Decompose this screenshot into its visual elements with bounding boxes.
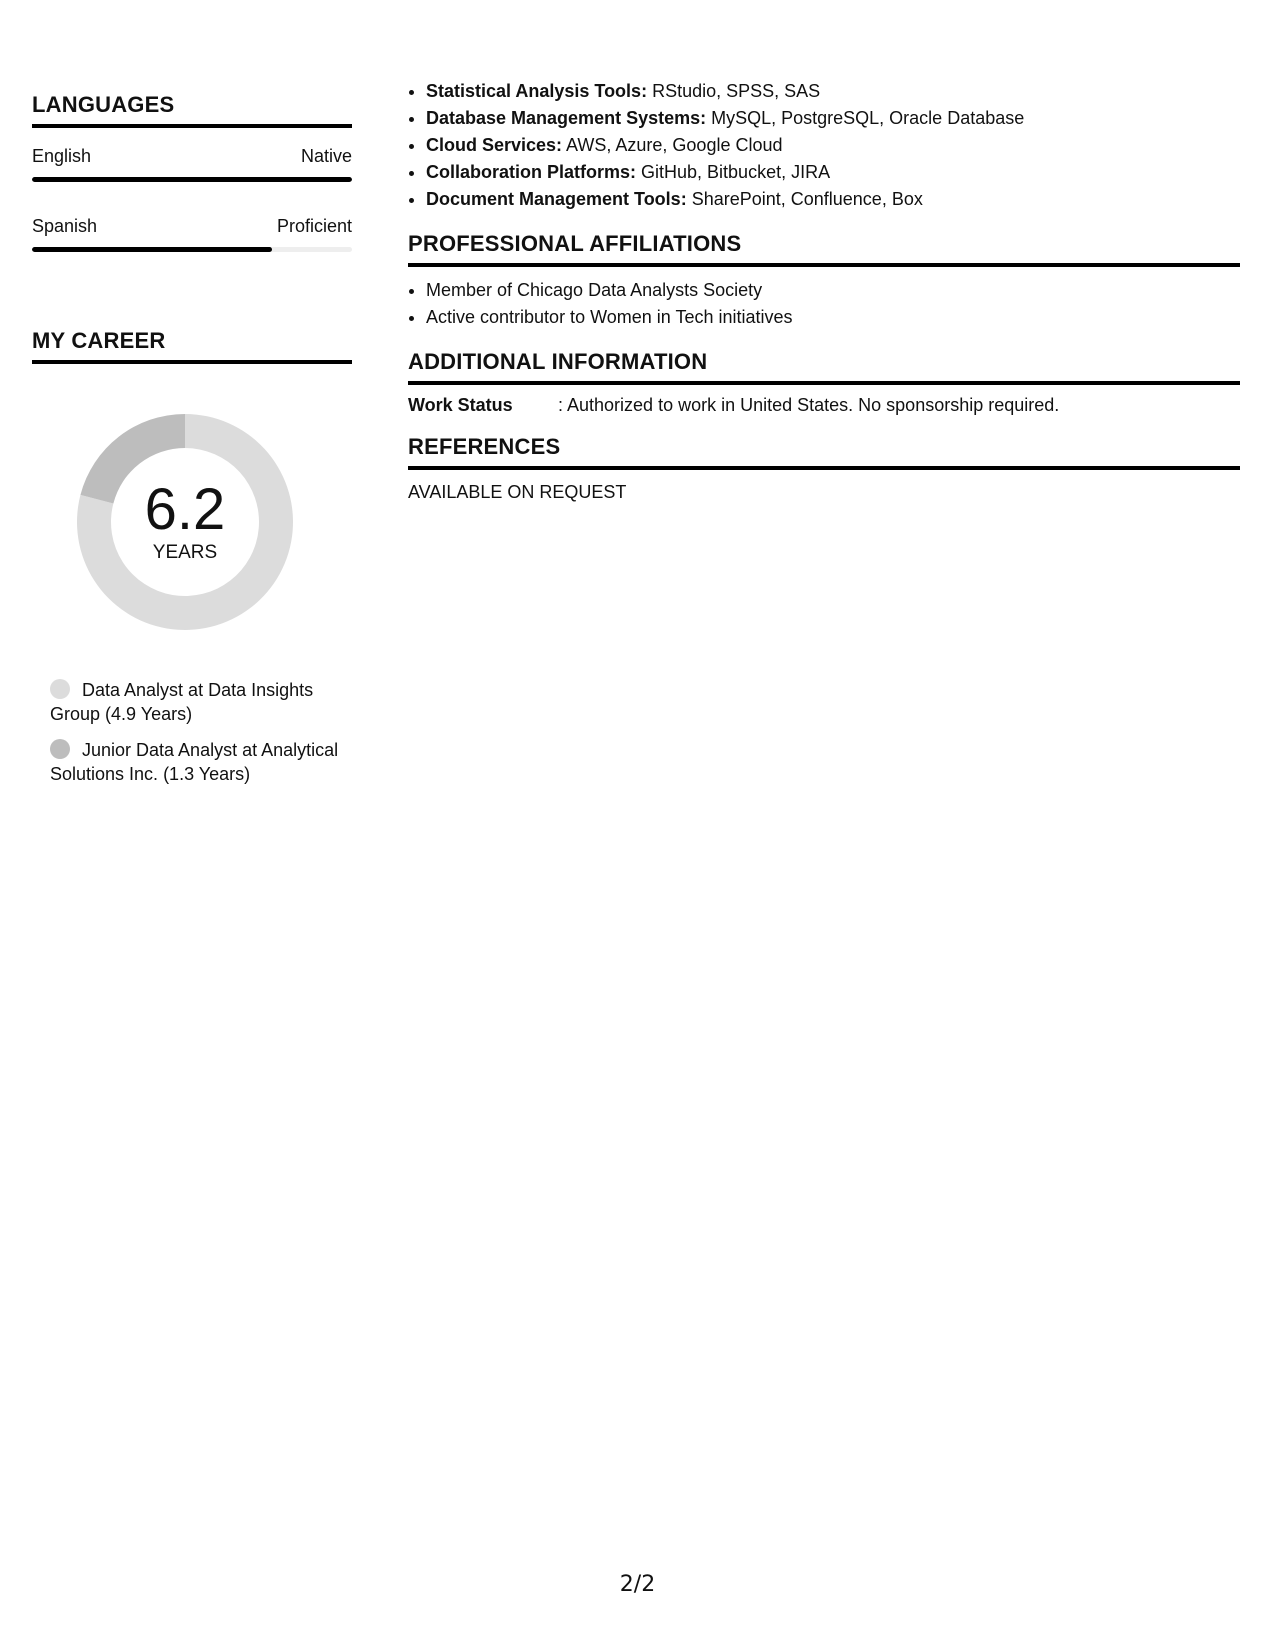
- language-item: [32, 216, 352, 252]
- skill-label: Cloud Services:: [426, 135, 563, 155]
- list-item: [426, 159, 1240, 186]
- language-bar-fill: [32, 177, 352, 182]
- right-column: [408, 78, 1240, 503]
- language-bar: [32, 247, 352, 252]
- legend-dot-icon: [50, 679, 70, 699]
- skill-label: Database Management Systems:: [426, 108, 707, 128]
- career-section: [32, 328, 352, 786]
- language-bar-fill: [32, 247, 272, 252]
- list-item: [426, 105, 1240, 132]
- career-donut-chart: [65, 402, 305, 642]
- work-status-row: [408, 395, 1240, 416]
- skill-value: AWS, Azure, Google Cloud: [562, 135, 783, 155]
- skill-label: Statistical Analysis Tools:: [426, 81, 648, 101]
- legend-label: Junior Data Analyst at Analytical Solutions Inc. (1.3 Years): [50, 740, 339, 784]
- legend-dot-icon: [50, 739, 70, 759]
- language-level: Native: [300, 146, 352, 166]
- career-title: MY CAREER: [32, 328, 352, 364]
- donut-center: [65, 402, 305, 642]
- language-name: Spanish: [32, 216, 98, 236]
- legend-item: [50, 678, 340, 726]
- work-status-label: Work Status: [408, 395, 513, 415]
- affiliations-list: [408, 277, 1240, 331]
- languages-title: LANGUAGES: [32, 92, 352, 128]
- skill-label: Collaboration Platforms:: [426, 162, 637, 182]
- language-bar: [32, 177, 352, 182]
- list-item: [426, 132, 1240, 159]
- skill-value: GitHub, Bitbucket, JIRA: [636, 162, 831, 182]
- legend-item: [50, 738, 340, 786]
- career-unit: YEARS: [152, 542, 218, 563]
- work-status-value: : Authorized to work in United States. No sponsorship required.: [558, 395, 1060, 415]
- skill-label: Document Management Tools:: [426, 189, 687, 209]
- list-item: [426, 186, 1240, 213]
- references-text: AVAILABLE ON REQUEST: [408, 482, 627, 502]
- skills-list: [408, 78, 1240, 213]
- list-item: [426, 78, 1240, 105]
- affiliations-title: PROFESSIONAL AFFILIATIONS: [408, 231, 1240, 267]
- skill-value: SharePoint, Confluence, Box: [686, 189, 923, 209]
- references-title: REFERENCES: [408, 434, 1240, 470]
- additional-info-title: ADDITIONAL INFORMATION: [408, 349, 1240, 385]
- page-number: 2/2: [619, 1572, 656, 1597]
- list-item: • Member of Chicago Data Analysts Society: [426, 277, 1240, 304]
- language-item: [32, 146, 352, 182]
- skill-value: MySQL, PostgreSQL, Oracle Database: [706, 108, 1025, 128]
- career-legend: [50, 678, 340, 786]
- career-total-years: 6.2: [144, 477, 226, 542]
- language-name: English: [32, 146, 92, 166]
- language-level: Proficient: [276, 216, 352, 236]
- legend-label: Data Analyst at Data Insights Group (4.9 Years): [50, 680, 314, 724]
- left-column: [32, 92, 352, 798]
- skill-value: RStudio, SPSS, SAS: [647, 81, 821, 101]
- list-item: • Active contributor to Women in Tech initiatives: [426, 304, 1240, 331]
